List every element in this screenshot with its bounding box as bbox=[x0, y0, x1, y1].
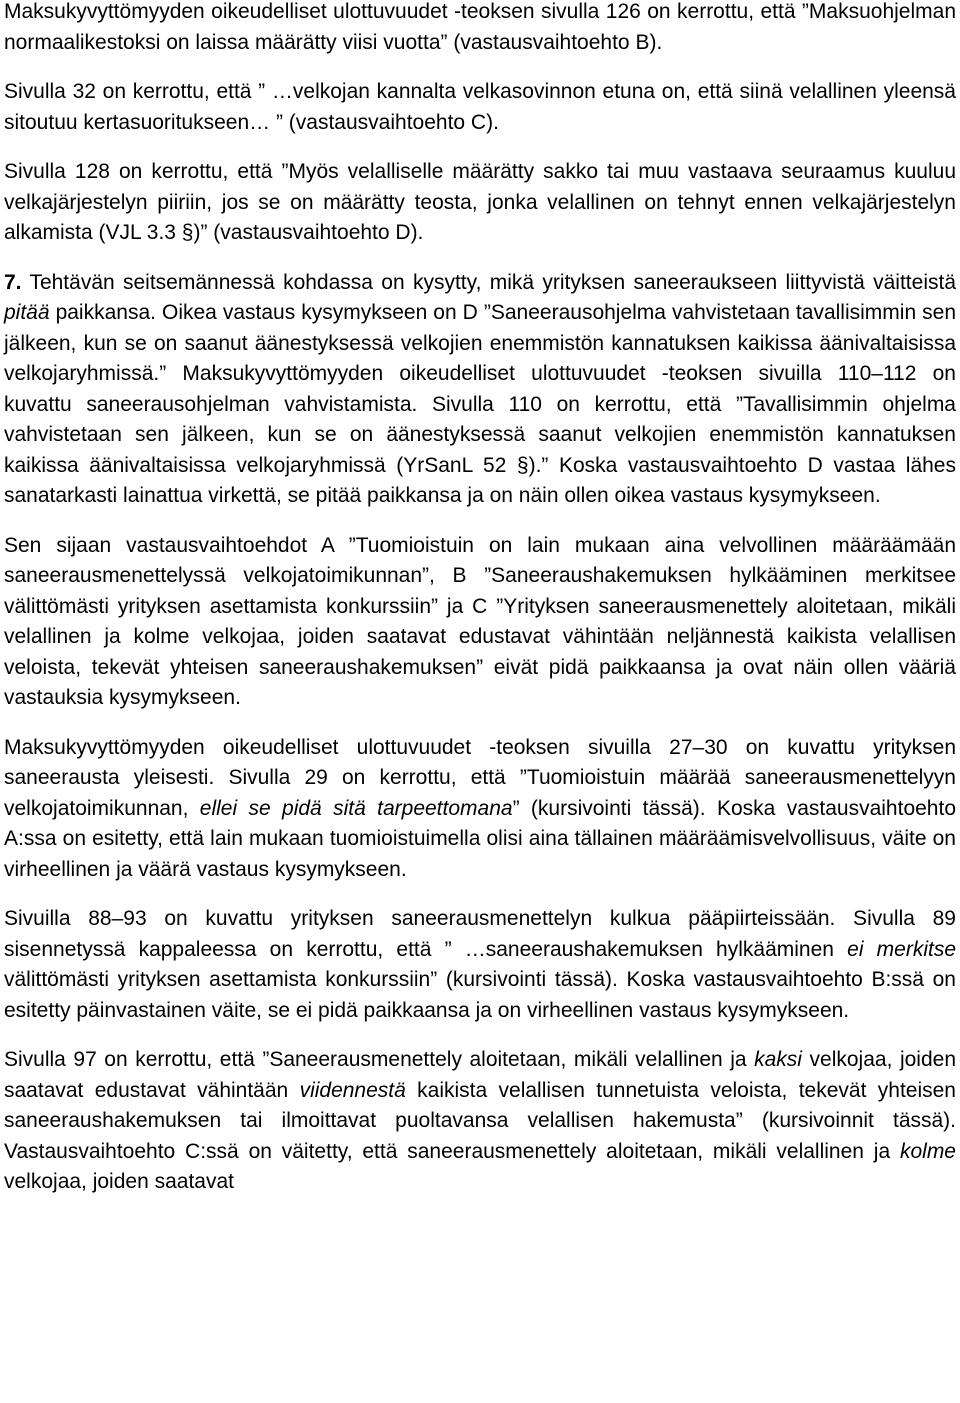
text-run: Maksukyvyttömyyden oikeudelliset ulottuvuudet -teoksen sivulla 126 on kerrottu, että ”Maksuohjelman normaalikestoksi on laissa määrätty viisi vuotta” (vastausvaihtoehto B). bbox=[4, 0, 956, 54]
text-run: Tehtävän seitsemännessä kohdassa on kysytty, mikä yrityksen saneeraukseen liittyvistä väitteistä bbox=[21, 270, 956, 294]
text-run: 7. bbox=[4, 270, 22, 294]
text-run: Sivuilla 88–93 on kuvattu yrityksen saneerausmenettelyn kulkua pääpiirteissään. Sivulla 89 sisennetyssä kappaleessa on kerrottu, että ” …saneeraushakemuksen hylkääminen bbox=[4, 907, 956, 961]
text-run: pitää bbox=[4, 301, 50, 324]
text-run: paikkansa. Oikea vastaus kysymykseen on D ”Saneerausohjelma vahvistetaan tavallisimmin sen jälkeen, kun se on saanut äänestyksessä velkojien enemmistön kannatuksen kaikissa äänivaltaisissa velkojaryhmissä.” Maksukyvyttömyyden oikeudelliset ulottuvuudet -teoksen sivuilla 110–112 on kuvattu saneerausohjelman vahvistamista. Sivulla 110 on kerrottu, että ”Tavallisimmin ohjelma vahvistetaan sen jälkeen, kun se on äänestyksessä saanut velkojien enemmistön kannatuksen kaikissa äänivaltaisissa velkojaryhmissä (YrSanL 52 §).” Koska vastausvaihtoehto D vastaa lähes sanatarkasti lainattua virkettä, se pitää paikkansa ja on näin ollen oikea vastaus kysymykseen. bbox=[4, 301, 956, 507]
text-run: Sen sijaan vastausvaihtoehdot A ”Tuomioistuin on lain mukaan aina velvollinen määräämään saneerausmenettelyssä velkojatoimikunnan”, B ”Saneeraushakemuksen hylkääminen merkitsee välittömästi yrityksen asettamista konkurssiin” ja C ”Yrityksen saneerausmenettely aloitetaan, mikäli velallinen ja kolme velkojaa, joiden saatavat edustavat vähintään neljännestä kaikista velallisen veloista, tekevät yhteisen saneeraushakemuksen” eivät pidä paikkaansa ja ovat näin ollen vääriä vastauksia kysymykseen. bbox=[4, 533, 956, 709]
paragraph-1 bbox=[4, 0, 956, 58]
text-run: kaksi bbox=[754, 1048, 802, 1071]
paragraph-7 bbox=[4, 904, 956, 1026]
text-run: velkojaa, joiden saatavat bbox=[4, 1170, 234, 1193]
text-run: ellei se pidä sitä tarpeettomana bbox=[199, 796, 513, 820]
paragraph-4-question-7 bbox=[4, 268, 956, 512]
text-run: ei merkitse bbox=[847, 937, 957, 961]
paragraph-8 bbox=[4, 1045, 956, 1198]
text-run: ” (kursivointi tässä). Koska vastausvaihtoehto A:ssa on esitetty, että lain mukaan tuomioistuimella olisi aina tällainen määräämisvelvollisuus, väite on virheellinen ja väärä vastaus kysymykseen. bbox=[4, 796, 956, 881]
text-run: Sivulla 128 on kerrottu, että ”Myös velalliselle määrätty sakko tai muu vastaava seuraamus kuuluu velkajärjestelyn piiriin, jos se on määrätty teosta, jonka velallinen on tehnyt ennen velkajärjestelyn alkamista (VJL 3.3 §)” (vastausvaihtoehto D). bbox=[4, 160, 956, 244]
text-run: Maksukyvyttömyyden oikeudelliset ulottuvuudet -teoksen sivuilla 27–30 on kuvattu yrityksen saneerausta yleisesti. Sivulla 29 on kerrottu, että ”Tuomioistuin määrää saneerausmenettelyyn velkojatoimikunnan, bbox=[4, 735, 956, 820]
text-run: Sivulla 32 on kerrottu, että ” …velkojan kannalta velkasovinnon etuna on, että siinä velallinen yleensä sitoutuu kertasuoritukseen… ” (vastausvaihtoehto C). bbox=[4, 80, 956, 134]
text-run: kaikista velallisen tunnetuista veloista, tekevät yhteisen saneeraushakemuksen tai ilmoittavat puoltavansa velallisen hakemusta” (kursivoinnit tässä). Vastausvaihtoehto C:ssä on väitetty, että saneerausmenettely aloitetaan, mikäli velallinen ja bbox=[4, 1078, 956, 1163]
paragraph-3 bbox=[4, 157, 956, 249]
paragraph-5 bbox=[4, 531, 956, 714]
paragraph-6 bbox=[4, 733, 956, 886]
text-run: Sivulla 97 on kerrottu, että ”Saneerausmenettely aloitetaan, mikäli velallinen ja bbox=[4, 1048, 755, 1071]
paragraph-2 bbox=[4, 77, 956, 138]
text-run: viidennestä bbox=[299, 1078, 406, 1102]
text-run: kolme bbox=[899, 1139, 956, 1163]
text-run: välittömästi yrityksen asettamista konkurssiin” (kursivointi tässä). Koska vastausvaihtoehto B:ssä on esitetty päinvastainen väite, se ei pidä paikkaansa ja on virheellinen vastaus kysymykseen. bbox=[4, 968, 956, 1022]
text-run: velkojaa, joiden saatavat edustavat vähintään bbox=[4, 1048, 956, 1102]
